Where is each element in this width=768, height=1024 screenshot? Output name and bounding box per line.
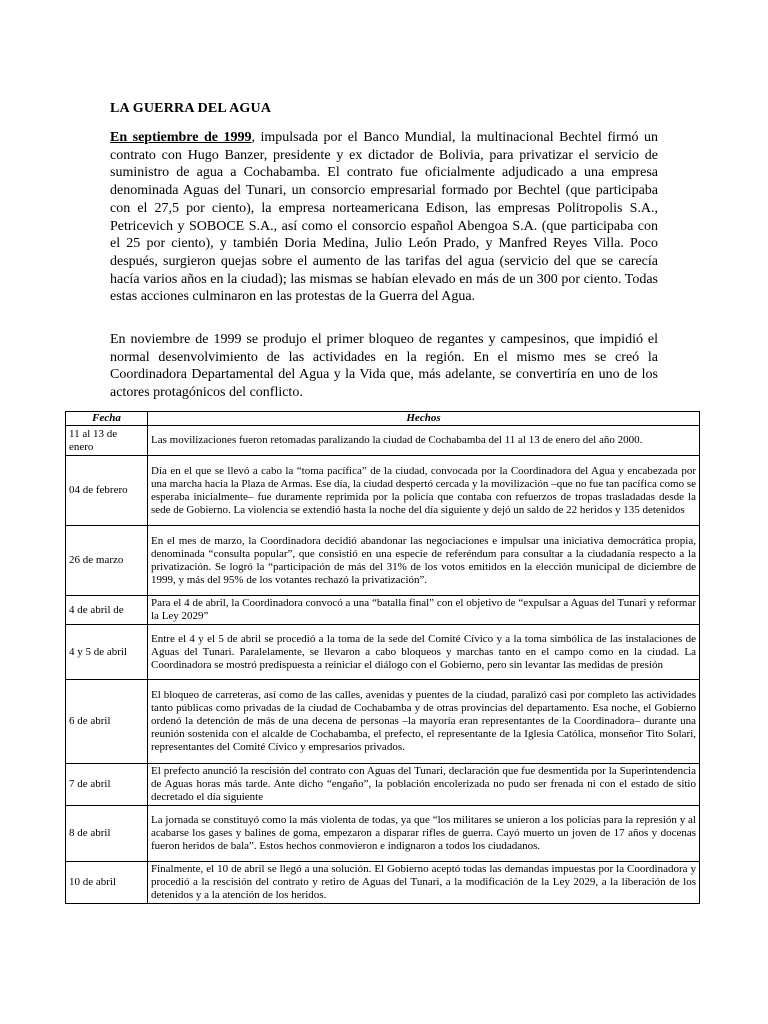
row-date: 10 de abril bbox=[66, 862, 148, 904]
table-row bbox=[66, 426, 700, 456]
row-date: 11 al 13 de enero bbox=[66, 426, 148, 456]
events-table bbox=[65, 411, 700, 904]
row-date: 6 de abril bbox=[66, 680, 148, 764]
table-row bbox=[66, 456, 700, 526]
row-date: 26 de marzo bbox=[66, 526, 148, 596]
row-date: 8 de abril bbox=[66, 806, 148, 862]
row-text: En el mes de marzo, la Coordinadora decidió abandonar las negociaciones e impulsar una iniciativa democrática propia, denominada “consulta popular”, que consistió en una especie de referéndum para consultar a la ciudadanía respecto a la privatización. Se logró la “participación de más del 31% de los votos emitidos en la elección municipal de diciembre de 1999, y más del 95% de los votantes rechazó la privatización”. bbox=[148, 526, 700, 596]
table-row bbox=[66, 764, 700, 806]
table-row bbox=[66, 526, 700, 596]
row-text: Las movilizaciones fueron retomadas paralizando la ciudad de Cochabamba del 11 al 13 de enero del año 2000. bbox=[148, 426, 700, 456]
table-row bbox=[66, 596, 700, 625]
row-text: Finalmente, el 10 de abril se llegó a una solución. El Gobierno aceptó todas las demandas impuestas por la Coordinadora y procedió a la rescisión del contrato y retiro de Aguas del Tunari, a la modificación de la Ley 2029, a la liberación de los detenidos y a la atención de los heridos. bbox=[148, 862, 700, 904]
row-text: Entre el 4 y el 5 de abril se procedió a la toma de la sede del Comité Cívico y a la toma simbólica de las instalaciones de Aguas del Tunari. Paralelamente, se llevaron a cabo bloqueos y marchas tanto en el campo como en la ciudad. La Coordinadora se mostró predispuesta a reiniciar el diálogo con el Gobierno, pero sin levantar las medidas de presión bbox=[148, 625, 700, 680]
table-row bbox=[66, 680, 700, 764]
header-events: Hechos bbox=[148, 412, 700, 426]
table-row bbox=[66, 625, 700, 680]
table-row bbox=[66, 862, 700, 904]
row-date: 04 de febrero bbox=[66, 456, 148, 526]
intro-lead: En septiembre de 1999 bbox=[110, 130, 252, 145]
row-text: Para el 4 de abril, la Coordinadora convocó a una “batalla final” con el objetivo de “expulsar a Aguas del Tunari y reformar la Ley 2029” bbox=[148, 596, 700, 625]
intro-paragraph bbox=[110, 129, 658, 306]
second-paragraph: En noviembre de 1999 se produjo el primer bloqueo de regantes y campesinos, que impidió el normal desenvolvimiento de las actividades en la región. En el mismo mes se creó la Coordinadora Departamental del Agua y la Vida que, más adelante, se convertiría en uno de los actores protagónicos del conflicto. bbox=[110, 332, 658, 401]
row-date: 4 de abril de bbox=[66, 596, 148, 625]
intro-body: , impulsada por el Banco Mundial, la multinacional Bechtel firmó un contrato con Hugo Banzer, presidente y ex dictador de Bolivia, para privatizar el servicio de suministro de agua a Cochabamba. El contrato fue oficialmente adjudicado a una empresa denominada Aguas del Tunari, un consorcio empresarial formado por Bechtel (que participaba con el 27,5 por ciento), la empresa norteamericana Edison, las empresas Politropolis S.A., Petricevich y SOBOCE S.A., así como el consorcio español Abengoa S.A. (que participaba con el 25 por ciento), y también Doria Medina, Julio León Prado, y Manfred Reyes Villa. Poco después, surgieron quejas sobre el aumento de las tarifas del agua (servicio del que se carecía hacía varios años en la ciudad); las mismas se habían elevado en más de un 300 por ciento. Todas estas acciones culminaron en las protestas de la Guerra del Agua. bbox=[110, 130, 658, 305]
document-title: LA GUERRA DEL AGUA bbox=[110, 101, 272, 116]
table-row bbox=[66, 806, 700, 862]
row-text: El bloqueo de carreteras, así como de las calles, avenidas y puentes de la ciudad, paralizó casi por completo las actividades tanto públicas como privadas de la ciudad de Cochabamba y de otras provincias del departamento. Esa noche, el Gobierno ordenó la detención de más de una decena de personas –la mayoría eran representantes de la Coordinadora– durante una reunión sostenida con el alcalde de Cochabamba, el prefecto, el representante de la Iglesia Católica, monseñor Tito Solari, representantes del Comité Cívico y empresarios privados. bbox=[148, 680, 700, 764]
row-date: 4 y 5 de abril bbox=[66, 625, 148, 680]
row-text: Día en el que se llevó a cabo la “toma pacífica” de la ciudad, convocada por la Coordinadora del Agua y encabezada por una marcha hacia la Plaza de Armas. Ese día, la ciudad despertó cercada y la movilización –que no fue tan pacífica como se esperaba inicialmente– fue duramente reprimida por la policía que contaba con refuerzos de tropas trasladadas desde la sede de Gobierno. La violencia se extendió hasta la noche del día siguiente y dejó un saldo de 22 heridos y 135 detenidos bbox=[148, 456, 700, 526]
header-date: Fecha bbox=[66, 412, 148, 426]
table-header-row bbox=[66, 412, 700, 426]
row-text: El prefecto anunció la rescisión del contrato con Aguas del Tunari, declaración que fue desmentida por la Superintendencia de Aguas horas más tarde. Ante dicho “engaño”, la población encolerizada no pudo ser frenada ni con el estado de sitio decretado el día siguiente bbox=[148, 764, 700, 806]
row-text: La jornada se constituyó como la más violenta de todas, ya que “los militares se unieron a los policías para la represión y al acabarse los gases y balines de goma, empezaron a disparar rifles de guerra. Cayó muerto un joven de 17 años y docenas fueron heridos de bala”. Estos hechos conmovieron e indignaron a todos los ciudadanos. bbox=[148, 806, 700, 862]
row-date: 7 de abril bbox=[66, 764, 148, 806]
